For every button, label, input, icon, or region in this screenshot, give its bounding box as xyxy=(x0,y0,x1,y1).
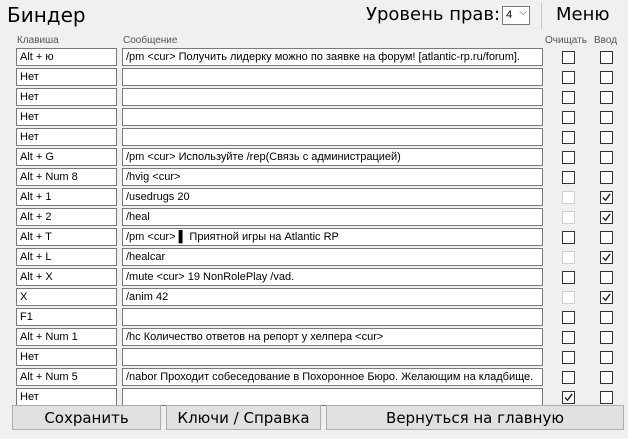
bind-row xyxy=(0,127,628,147)
bind-message-field[interactable]: /heal xyxy=(122,208,543,226)
checkmark-icon xyxy=(602,293,611,302)
bind-key-field[interactable]: Нет xyxy=(16,108,117,126)
bind-message-field[interactable] xyxy=(122,388,543,406)
bind-key-field[interactable]: Нет xyxy=(16,88,117,106)
clear-checkbox[interactable] xyxy=(562,171,575,184)
bind-row xyxy=(0,87,628,107)
clear-checkbox[interactable] xyxy=(562,211,575,224)
clear-checkbox[interactable] xyxy=(562,91,575,104)
bind-message-field[interactable]: /mute <cur> 19 NonRolePlay /vad. xyxy=(122,268,543,286)
bind-message-field[interactable]: /pm <cur> Используйте /rep(Связь с администрацией) xyxy=(122,148,543,166)
bind-key-field[interactable]: Alt + Num 8 xyxy=(16,168,117,186)
bind-row xyxy=(0,247,628,267)
enter-checkbox[interactable] xyxy=(600,91,613,104)
bind-key-field[interactable]: Alt + ю xyxy=(16,48,117,66)
enter-checkbox[interactable] xyxy=(600,351,613,364)
clear-checkbox[interactable] xyxy=(562,371,575,384)
enter-checkbox[interactable] xyxy=(600,71,613,84)
clear-checkbox[interactable] xyxy=(562,311,575,324)
bind-message-field[interactable]: /usedrugs 20 xyxy=(122,188,543,206)
clear-checkbox[interactable] xyxy=(562,331,575,344)
bind-key-field[interactable]: Alt + L xyxy=(16,248,117,266)
column-header-clear: Очищать xyxy=(545,35,587,46)
clear-checkbox[interactable] xyxy=(562,271,575,284)
bind-message-field[interactable] xyxy=(122,128,543,146)
bind-message-field[interactable] xyxy=(122,308,543,326)
header xyxy=(0,0,628,32)
bind-key-field[interactable]: Нет xyxy=(16,348,117,366)
back-to-main-button[interactable]: Вернуться на главную xyxy=(326,405,624,430)
enter-checkbox[interactable] xyxy=(600,231,613,244)
clear-checkbox[interactable] xyxy=(562,231,575,244)
enter-checkbox[interactable] xyxy=(600,291,613,304)
enter-checkbox[interactable] xyxy=(600,171,613,184)
checkmark-icon xyxy=(564,393,573,402)
bind-row xyxy=(0,167,628,187)
bind-key-field[interactable]: Alt + X xyxy=(16,268,117,286)
bind-key-field[interactable]: F1 xyxy=(16,308,117,326)
clear-checkbox[interactable] xyxy=(562,51,575,64)
enter-checkbox[interactable] xyxy=(600,391,613,404)
bind-key-field[interactable]: Alt + T xyxy=(16,228,117,246)
clear-checkbox[interactable] xyxy=(562,111,575,124)
clear-checkbox[interactable] xyxy=(562,291,575,304)
enter-checkbox[interactable] xyxy=(600,211,613,224)
bind-key-field[interactable]: Alt + Num 5 xyxy=(16,368,117,386)
clear-checkbox[interactable] xyxy=(562,191,575,204)
bind-key-field[interactable]: Alt + 1 xyxy=(16,188,117,206)
bind-row xyxy=(0,187,628,207)
enter-checkbox[interactable] xyxy=(600,111,613,124)
column-header-key: Клавиша xyxy=(17,35,59,46)
bind-message-field[interactable] xyxy=(122,68,543,86)
bind-row xyxy=(0,67,628,87)
checkmark-icon xyxy=(602,213,611,222)
bind-row xyxy=(0,47,628,67)
bind-row xyxy=(0,107,628,127)
clear-checkbox[interactable] xyxy=(562,391,575,404)
save-button[interactable]: Сохранить xyxy=(12,405,161,430)
checkmark-icon xyxy=(602,193,611,202)
clear-checkbox[interactable] xyxy=(562,251,575,264)
bind-key-field[interactable]: X xyxy=(16,288,117,306)
column-header-message: Сообщение xyxy=(123,35,178,46)
enter-checkbox[interactable] xyxy=(600,371,613,384)
enter-checkbox[interactable] xyxy=(600,331,613,344)
menu-button[interactable]: Меню xyxy=(556,4,610,25)
enter-checkbox[interactable] xyxy=(600,51,613,64)
bind-message-field[interactable] xyxy=(122,108,543,126)
bind-row xyxy=(0,227,628,247)
chevron-down-icon: ⌵ xyxy=(519,7,527,18)
bind-message-field[interactable]: /hvig <cur> xyxy=(122,168,543,186)
enter-checkbox[interactable] xyxy=(600,191,613,204)
app-title: Биндер xyxy=(7,3,86,27)
enter-checkbox[interactable] xyxy=(600,131,613,144)
bind-message-field[interactable]: /pm <cur> Получить лидерку можно по заявке на форум! [atlantic-rp.ru/forum]. xyxy=(122,48,543,66)
rights-level-value: 4 xyxy=(506,9,513,21)
bind-message-field[interactable]: /pm <cur> ▌ Приятной игры на Atlantic RP xyxy=(122,228,543,246)
bind-key-field[interactable]: Нет xyxy=(16,68,117,86)
bind-row xyxy=(0,287,628,307)
bind-row xyxy=(0,267,628,287)
bind-row xyxy=(0,327,628,347)
clear-checkbox[interactable] xyxy=(562,131,575,144)
clear-checkbox[interactable] xyxy=(562,151,575,164)
bind-key-field[interactable]: Нет xyxy=(16,128,117,146)
enter-checkbox[interactable] xyxy=(600,251,613,264)
bind-row xyxy=(0,367,628,387)
rights-label: Уровень прав: xyxy=(366,4,501,25)
bind-row xyxy=(0,307,628,327)
bind-message-field[interactable]: /anim 42 xyxy=(122,288,543,306)
bind-row xyxy=(0,207,628,227)
bind-row xyxy=(0,387,628,407)
bind-key-field[interactable]: Нет xyxy=(16,388,117,406)
enter-checkbox[interactable] xyxy=(600,151,613,164)
header-divider xyxy=(541,3,542,29)
enter-checkbox[interactable] xyxy=(600,311,613,324)
bind-row xyxy=(0,347,628,367)
bind-key-field[interactable]: Alt + Num 1 xyxy=(16,328,117,346)
clear-checkbox[interactable] xyxy=(562,351,575,364)
bottom-toolbar xyxy=(0,405,628,439)
clear-checkbox[interactable] xyxy=(562,71,575,84)
bind-message-field[interactable] xyxy=(122,348,543,366)
bind-message-field[interactable] xyxy=(122,88,543,106)
checkmark-icon xyxy=(602,253,611,262)
bind-message-field[interactable]: /hc Количество ответов на репорт у хелпера <cur> xyxy=(122,328,543,346)
bind-message-field[interactable]: /healcar xyxy=(122,248,543,266)
column-header-enter: Ввод xyxy=(594,35,618,46)
enter-checkbox[interactable] xyxy=(600,271,613,284)
bind-key-field[interactable]: Alt + G xyxy=(16,148,117,166)
keys-help-button[interactable]: Ключи / Справка xyxy=(166,405,321,430)
bind-key-field[interactable]: Alt + 2 xyxy=(16,208,117,226)
bind-message-field[interactable]: /nabor Проходит собеседование в Похоронное Бюро. Желающим на кладбище. xyxy=(122,368,543,386)
bind-row xyxy=(0,147,628,167)
rights-level-select[interactable] xyxy=(502,6,530,25)
